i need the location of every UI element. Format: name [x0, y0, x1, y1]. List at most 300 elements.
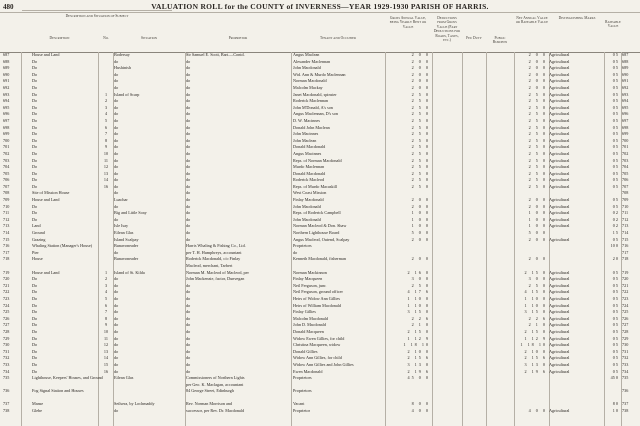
tenant-cell: John Macdonald	[293, 65, 321, 71]
rate-value-cell: 0 5	[612, 78, 618, 84]
situation-cell: do	[114, 144, 119, 150]
situation-cell: do	[114, 342, 119, 348]
gross-value-cell: 2 5 0	[411, 164, 430, 170]
rate-value-cell: 0 5	[612, 98, 618, 104]
row-number-right: 717	[622, 249, 629, 255]
situation-cell: Bunavoneader	[114, 256, 139, 262]
gross-value-cell: 5 0 0	[411, 230, 430, 236]
situation-cell: do	[114, 71, 119, 77]
tenant-cell: Malcolm Macdonald	[293, 315, 329, 321]
number-cell: 7	[104, 131, 108, 137]
distinguishing-mark-cell: Agricultural	[549, 408, 570, 414]
rate-value-cell: 0 5	[612, 170, 618, 176]
table-row	[0, 237, 640, 244]
gross-value-cell: 2 0 0	[411, 52, 430, 57]
rateable-value-cell: 2 5 0	[528, 183, 547, 189]
distinguishing-mark-cell: Agricultural	[549, 78, 570, 84]
tenant-cell: John Macinnes	[293, 131, 319, 137]
situation-cell: do	[114, 157, 119, 163]
description-cell: Do	[32, 368, 38, 374]
proprietor-cell: do	[186, 78, 191, 84]
row-number-right: 737	[622, 401, 629, 407]
distinguishing-mark-cell: Agricultural	[549, 223, 570, 229]
rateable-value-cell: 2 0 0	[528, 52, 547, 57]
tenant-cell: John Maclean	[293, 137, 317, 143]
table-row	[0, 197, 640, 204]
row-number-right: 688	[622, 58, 629, 64]
rate-value-cell: 0 5	[612, 124, 618, 130]
entry-number: 704	[3, 164, 10, 170]
table-row	[0, 78, 640, 85]
situation-cell: do	[114, 84, 119, 90]
description-cell: Do	[32, 84, 38, 90]
rateable-value-cell: 2 5 0	[528, 124, 547, 130]
row-number-right: 701	[622, 144, 629, 150]
tenant-cell: Heirs of William Macdonald	[293, 302, 342, 308]
entry-number: 690	[3, 71, 10, 77]
gross-value-cell: 4 0 0	[411, 408, 430, 414]
description-cell: Grazing	[32, 236, 46, 242]
gross-value-cell: 2 5 0	[411, 98, 430, 104]
entry-number: 728	[3, 328, 10, 334]
gross-value-cell: 2 0 0	[411, 236, 430, 242]
tenant-cell: Donald John Maclean	[293, 124, 330, 130]
tenant-cell: Kenneth Macdonald, fisherman	[293, 256, 346, 262]
situation-cell: do	[114, 203, 119, 209]
row-number-right: 734	[622, 368, 629, 374]
rate-value-cell: 0 5	[612, 52, 618, 57]
situation-cell: do	[114, 58, 119, 64]
proprietor-cell: do	[186, 236, 191, 242]
entry-number: 735	[3, 375, 10, 381]
table-row	[0, 72, 640, 79]
table-row	[0, 375, 640, 382]
distinguishing-mark-cell: Agricultural	[549, 302, 570, 308]
proprietor-cell: do	[186, 104, 191, 110]
number-cell: 3	[104, 104, 108, 110]
header-rateable: Net Annual Value or Rateable Value	[515, 16, 549, 25]
proprietor-cell: do	[186, 361, 191, 367]
row-number-right: 725	[622, 309, 629, 315]
distinguishing-mark-cell: Agricultural	[549, 368, 570, 374]
distinguishing-mark-cell: Agricultural	[549, 342, 570, 348]
table-row	[0, 65, 640, 72]
description-cell: House and Land	[32, 269, 60, 275]
tenant-cell: Finlay Macqueen	[293, 276, 323, 282]
rate-value-cell: 45 0	[610, 375, 618, 381]
proprietor-cell: John Mackenzie, factor, Dunvegan	[186, 276, 245, 282]
tenant-cell: John Macdonald	[293, 203, 321, 209]
situation-cell: do	[114, 249, 119, 255]
rate-value-cell: 0 5	[612, 289, 618, 295]
row-number-right: 704	[622, 164, 629, 170]
row-number-right: 696	[622, 111, 629, 117]
rate-value-cell: 0 2	[612, 223, 618, 229]
row-number-right: 714	[622, 230, 629, 236]
table-row	[0, 342, 640, 349]
proprietor-cell: do	[186, 71, 191, 77]
tenant-cell: Neil Ferguson, ground officer	[293, 289, 343, 295]
row-number-right: 697	[622, 117, 629, 123]
number-cell: 13	[103, 170, 109, 176]
gross-value-cell: 2 5 0	[411, 157, 430, 163]
tenant-cell: Norman Macdonald	[293, 78, 327, 84]
tenant-cell: Wid. Ann & Murdo Maclennan	[293, 71, 346, 77]
tenant-cell: Heirs of Widow Ann Gillies	[293, 295, 340, 301]
proprietor-cell: do	[186, 137, 191, 143]
distinguishing-mark-cell: Agricultural	[549, 84, 570, 90]
entry-number: 708	[3, 190, 10, 196]
gross-value-cell: 2 1 0	[411, 322, 430, 328]
rate-value-cell: 0 5	[612, 197, 618, 203]
distinguishing-mark-cell: Agricultural	[549, 150, 570, 156]
situation-cell: do	[114, 289, 119, 295]
rate-value-cell: 0 5	[612, 315, 618, 321]
rate-value-cell: 0 5	[612, 91, 618, 97]
gross-value-cell: 2 0 0	[411, 203, 430, 209]
proprietor-cell: do	[186, 124, 191, 130]
table-row	[0, 144, 640, 151]
entry-number: 706	[3, 177, 10, 183]
entry-number: 713	[3, 223, 10, 229]
proprietor-cell: Roderick Macdonald, c/o Finlay	[186, 256, 241, 262]
tenant-cell: Malcolm Mackay	[293, 84, 323, 90]
entry-number: 717	[3, 249, 10, 255]
description-cell: Do	[32, 342, 38, 348]
distinguishing-mark-cell: Agricultural	[549, 322, 570, 328]
number-cell: 2	[104, 276, 108, 282]
proprietor-cell: do	[186, 223, 191, 229]
gross-value-cell: 2 5 0	[411, 170, 430, 176]
entry-number: 721	[3, 282, 10, 288]
situation-cell: Big and Little Soay	[114, 210, 147, 216]
rate-value-cell: 0 5	[612, 361, 618, 367]
proprietor-cell: do	[186, 157, 191, 163]
rate-value-cell: 0 5	[612, 65, 618, 71]
description-cell: Do	[32, 150, 38, 156]
proprietor-cell: Harris Whaling & Fishing Co., Ltd.	[186, 243, 246, 249]
situation-cell: do	[114, 322, 119, 328]
row-number-right: 710	[622, 203, 629, 209]
table-row	[0, 151, 640, 158]
entry-number: 712	[3, 216, 10, 222]
proprietor-cell: do	[186, 183, 191, 189]
proprietor-cell: do	[186, 58, 191, 64]
rateable-value-cell: 2 0 0	[528, 197, 547, 203]
table-row	[0, 289, 640, 296]
rate-value-cell: 0 5	[612, 164, 618, 170]
rate-value-cell: 10 0	[610, 243, 618, 249]
rateable-value-cell: 2 5 0	[528, 177, 547, 183]
table-row	[0, 322, 640, 329]
row-number-right: 687	[622, 52, 629, 57]
table-row	[0, 223, 640, 230]
table-row	[0, 296, 640, 303]
description-cell: Do	[32, 282, 38, 288]
gross-value-cell: 1 10 0	[407, 295, 430, 301]
distinguishing-mark-cell: Agricultural	[549, 144, 570, 150]
number-cell: 5	[104, 117, 108, 123]
distinguishing-mark-cell: Agricultural	[549, 295, 570, 301]
row-number-right: 726	[622, 315, 629, 321]
gross-value-cell: 2 0 0	[411, 65, 430, 71]
number-cell: 4	[104, 111, 108, 117]
entry-number: 722	[3, 289, 10, 295]
row-number-right: 690	[622, 71, 629, 77]
number-cell: 12	[103, 342, 109, 348]
row-number-right: 693	[622, 91, 629, 97]
tenant-cell: Widow Ewen Gillies, for child	[293, 335, 345, 341]
tenant-cell: Proprietors	[293, 243, 312, 249]
situation-cell: do	[114, 131, 119, 137]
table-row	[0, 355, 640, 362]
rate-value-cell: 0 5	[612, 269, 618, 275]
distinguishing-mark-cell: Agricultural	[549, 183, 570, 189]
entry-number: 688	[3, 58, 10, 64]
distinguishing-mark-cell: Agricultural	[549, 348, 570, 354]
description-cell: Do	[32, 355, 38, 361]
table-row	[0, 164, 640, 171]
situation-cell: do	[114, 164, 119, 170]
tenant-cell: Reps. of Roderick Campbell	[293, 210, 341, 216]
row-number-right: 703	[622, 157, 629, 163]
row-number-right: 700	[622, 137, 629, 143]
rate-value-cell: 0 5	[612, 335, 618, 341]
gross-value-cell: 3 13 0	[407, 361, 430, 367]
tenant-cell: Proprietors	[293, 375, 312, 381]
gross-value-cell: 2 5 0	[411, 282, 430, 288]
row-number-right: 695	[622, 104, 629, 110]
situation-cell: Luachar	[114, 197, 128, 203]
entry-number: 703	[3, 157, 10, 163]
entry-number: 731	[3, 348, 10, 354]
proprietor-cell: do	[186, 368, 191, 374]
description-cell: Do	[32, 309, 38, 315]
rateable-value-cell: 3 13 0	[524, 361, 547, 367]
table-row	[0, 270, 640, 277]
row-number-right: 689	[622, 65, 629, 71]
situation-cell: Isle Isay	[114, 223, 129, 229]
gross-value-cell: 2 16 0	[407, 269, 430, 275]
number-cell: 1	[104, 269, 108, 275]
table-row	[0, 243, 640, 250]
entry-number: 697	[3, 117, 10, 123]
situation-cell: do	[114, 117, 119, 123]
header-proprietor: Proprietor	[228, 36, 248, 40]
tenant-cell: Finlay Gillies	[293, 309, 316, 315]
proprietor-cell: do	[186, 144, 191, 150]
row-number-right: 722	[622, 289, 629, 295]
gross-value-cell: 1 0 0	[411, 210, 430, 216]
rateable-value-cell: 2 0 0	[528, 71, 547, 77]
number-cell: 16	[103, 183, 109, 189]
entry-number: 687	[3, 52, 10, 57]
gross-value-cell: 2 0 0	[411, 84, 430, 90]
gross-value-cell: 2 0 0	[411, 197, 430, 203]
entry-number: 692	[3, 84, 10, 90]
description-cell: Do	[32, 164, 38, 170]
tenant-cell: Angus Maclennan, D's son	[293, 111, 338, 117]
number-cell: 7	[104, 309, 108, 315]
distinguishing-mark-cell: Agricultural	[549, 131, 570, 137]
situation-cell: do	[114, 335, 119, 341]
proprietor-cell: successor, per Rev. Dr. Macdonald	[186, 408, 245, 414]
entry-number: 720	[3, 276, 10, 282]
gross-value-cell: 2 10 0	[407, 348, 430, 354]
distinguishing-mark-cell: Agricultural	[549, 269, 570, 275]
page-number: 480	[3, 3, 14, 11]
tenant-cell: do	[293, 249, 298, 255]
proprietor-cell: do	[186, 309, 191, 315]
distinguishing-mark-cell: Agricultural	[549, 197, 570, 203]
proprietor-cell: do	[186, 91, 191, 97]
rate-value-cell: 0 5	[612, 104, 618, 110]
rate-value-cell: 2 0	[612, 256, 618, 262]
rateable-value-cell: 2 0 0	[528, 203, 547, 209]
gross-value-cell: 2 5 0	[411, 150, 430, 156]
rate-value-cell: 0 5	[612, 150, 618, 156]
number-cell: 1	[104, 91, 108, 97]
rate-value-cell: 8 0	[612, 401, 618, 407]
tenant-cell: Widow Ann Gillies, for child	[293, 355, 342, 361]
rate-value-cell: 0 5	[612, 117, 618, 123]
distinguishing-mark-cell: Agricultural	[549, 170, 570, 176]
tenant-cell: D. W. Macinnes	[293, 117, 320, 123]
rateable-value-cell: 2 5 0	[528, 111, 547, 117]
table-row	[0, 105, 640, 112]
proprietor-cell: do	[186, 131, 191, 137]
description-cell: Do	[32, 183, 38, 189]
proprietor-cell: 84 George Street, Edinburgh	[186, 388, 234, 394]
rateable-value-cell: 1 0 0	[528, 216, 547, 222]
description-cell: Do	[32, 137, 38, 143]
situation-cell: do	[114, 124, 119, 130]
description-cell: Do	[32, 65, 38, 71]
distinguishing-mark-cell: Agricultural	[549, 52, 570, 57]
entry-number: 733	[3, 361, 10, 367]
description-cell: Pier	[32, 249, 39, 255]
rate-value-cell: 0 5	[612, 342, 618, 348]
proprietor-cell: do	[186, 355, 191, 361]
rateable-value-cell: 2 15 6	[524, 355, 547, 361]
header-description: Description	[49, 36, 70, 40]
table-row	[0, 230, 640, 237]
gross-value-cell: 2 5 0	[411, 111, 430, 117]
entry-number: 705	[3, 170, 10, 176]
rate-value-cell: 0 5	[612, 302, 618, 308]
entry-number: 738	[3, 408, 10, 414]
situation-cell: do	[114, 190, 119, 196]
rateable-value-cell: 2 19 6	[524, 368, 547, 374]
row-number-right: 715	[622, 236, 629, 242]
rate-value-cell: 0 5	[612, 348, 618, 354]
entry-number: 727	[3, 322, 10, 328]
description-cell: Do	[32, 335, 38, 341]
rateable-value-cell: 4 0 0	[528, 408, 547, 414]
description-cell: House	[32, 256, 43, 262]
table-header	[0, 12, 640, 53]
table-row	[0, 184, 640, 191]
rate-value-cell: 0 5	[612, 295, 618, 301]
distinguishing-mark-cell: Agricultural	[549, 289, 570, 295]
distinguishing-mark-cell: Agricultural	[549, 111, 570, 117]
rateable-value-cell: 2 0 0	[528, 236, 547, 242]
row-number-right: 707	[622, 183, 629, 189]
situation-cell: do	[114, 408, 119, 414]
tenant-cell: Norman Macleod & Don. Shaw	[293, 223, 347, 229]
header-situation: Situation	[141, 36, 157, 40]
entry-number: 716	[3, 243, 10, 249]
distinguishing-mark-cell: Agricultural	[549, 328, 570, 334]
rateable-value-cell: 2 5 0	[528, 164, 547, 170]
description-cell: Do	[32, 302, 38, 308]
description-cell: Do	[32, 276, 38, 282]
tenant-cell: Widow Ann Gillies and John Gillies	[293, 361, 354, 367]
situation-cell: Eilean Glas	[114, 375, 134, 381]
description-cell: Fog Signal Station and Houses	[32, 388, 84, 394]
number-cell: 15	[103, 361, 109, 367]
rateable-value-cell: 3 15 0	[524, 309, 547, 315]
rate-value-cell: 0 5	[612, 137, 618, 143]
gross-value-cell: 2 5 0	[411, 177, 430, 183]
proprietor-cell: do	[186, 84, 191, 90]
description-cell: Do	[32, 361, 38, 367]
number-cell: 14	[103, 355, 109, 361]
entry-number: 718	[3, 256, 10, 262]
distinguishing-mark-cell: Agricultural	[549, 65, 570, 71]
gross-value-cell: 45 0 0	[407, 375, 430, 381]
rate-value-cell: 0 5	[612, 183, 618, 189]
proprietor-cell: do	[186, 210, 191, 216]
situation-cell: do	[114, 328, 119, 334]
proprietor-cell: do	[186, 216, 191, 222]
table-row	[0, 111, 640, 118]
table-row	[0, 59, 640, 66]
rateable-value-cell: 2 15 0	[524, 328, 547, 334]
header-rateable-value: Rateable Value	[605, 20, 621, 29]
tenant-cell: Murdo Maclennan	[293, 164, 325, 170]
distinguishing-mark-cell: Agricultural	[549, 309, 570, 315]
description-cell: Lighthouse, Keepers' Houses, and Ground	[32, 375, 103, 381]
entry-number: 711	[3, 210, 10, 216]
rate-value-cell: 0 5	[612, 177, 618, 183]
situation-cell: do	[114, 216, 119, 222]
situation-cell: Island Scalpay	[114, 236, 139, 242]
row-number-right: 724	[622, 302, 629, 308]
rateable-value-cell: 3 0 0	[528, 276, 547, 282]
situation-cell: Bodersay	[114, 52, 130, 57]
description-cell: Do	[32, 131, 38, 137]
rateable-value-cell: 1 18 10	[520, 342, 547, 348]
situation-cell: do	[114, 315, 119, 321]
gross-value-cell: 1 10 0	[407, 302, 430, 308]
number-cell: 11	[103, 157, 109, 163]
proprietor-cell: Commissioners of Northern Lights	[186, 375, 245, 381]
situation-cell: do	[114, 276, 119, 282]
gross-value-cell: 2 0 0	[411, 71, 430, 77]
entry-number: 732	[3, 355, 10, 361]
number-cell: 9	[104, 322, 108, 328]
header-gross: Gross Annual Value, being Yearly Rent or Value	[389, 16, 427, 29]
table-row	[0, 92, 640, 99]
description-cell: Glebe	[32, 408, 42, 414]
number-cell: 14	[103, 177, 109, 183]
number-cell: 3	[104, 282, 108, 288]
tenant-cell: Angus Maclean	[293, 52, 320, 57]
rateable-value-cell: 1 12 9	[524, 335, 547, 341]
rateable-value-cell: 5 0 0	[528, 230, 547, 236]
situation-cell: do	[114, 104, 119, 110]
